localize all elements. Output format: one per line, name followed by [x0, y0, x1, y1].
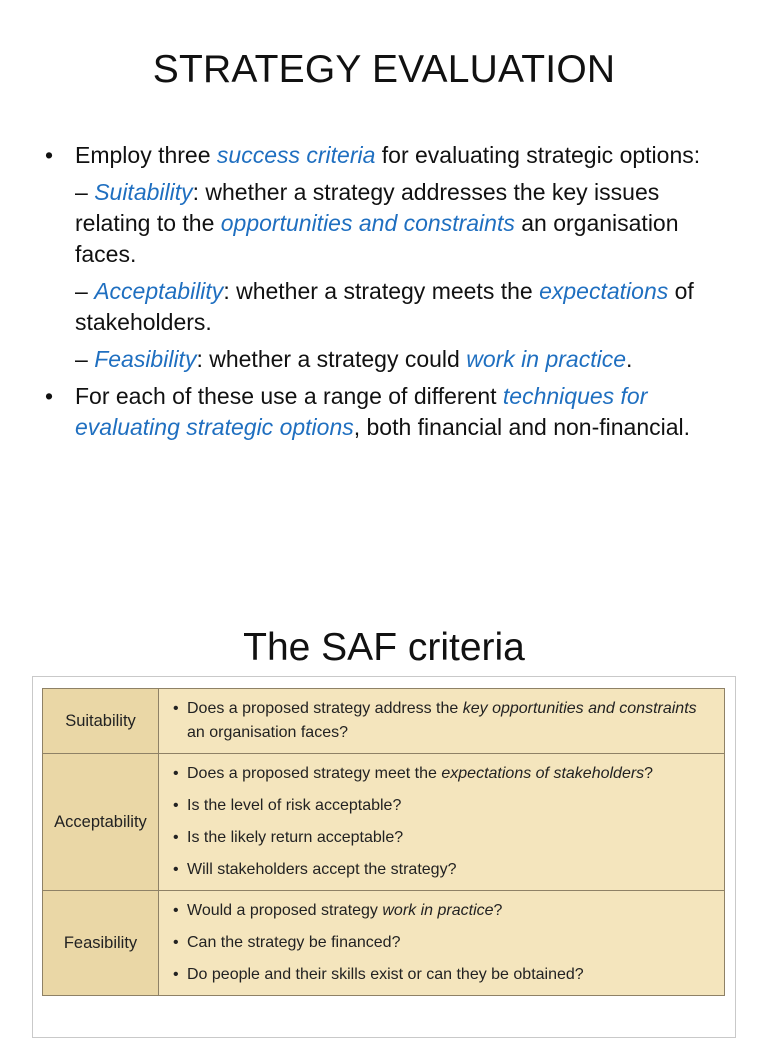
criterion-questions [159, 689, 725, 754]
sub-bullet-feasibility [45, 344, 735, 375]
question-emphasis: expectations of stakeholders [441, 765, 645, 782]
sub-bullet-text: an organisation faces. [75, 210, 679, 267]
criterion-questions [159, 754, 725, 891]
question-text: an organisation faces? [187, 724, 348, 741]
bullet-techniques [45, 381, 735, 443]
criterion-question [173, 858, 714, 882]
sub-bullet-acceptability [45, 276, 735, 338]
dash: – [75, 179, 95, 205]
sub-bullet-text: : whether a strategy meets the [223, 278, 540, 304]
bullet-text: for evaluating strategic options: [375, 142, 701, 168]
question-text: Is the level of risk acceptable? [187, 797, 402, 814]
saf-table [42, 688, 725, 996]
emphasis-work-in-practice: work in practice [466, 346, 626, 372]
term-feasibility: Feasibility [94, 346, 197, 372]
saf-row-suitability [43, 689, 725, 754]
question-text: ? [493, 902, 503, 919]
criterion-question [173, 899, 714, 923]
slide-title: STRATEGY EVALUATION [152, 48, 616, 91]
bullet-success-criteria [45, 140, 735, 171]
bullet-list [45, 140, 735, 443]
saf-row-feasibility [43, 891, 725, 996]
saf-title: The SAF criteria [243, 626, 525, 669]
criterion-question [173, 697, 714, 745]
criterion-question [173, 762, 714, 786]
question-text: ? [644, 765, 654, 782]
sub-bullet-suitability [45, 177, 735, 270]
criterion-question [173, 826, 714, 850]
term-suitability: Suitability [94, 179, 193, 205]
criterion-label: Feasibility [43, 891, 159, 996]
dash: – [75, 346, 95, 372]
bullet-text: For each of these use a range of different [75, 383, 503, 409]
dash: – [75, 278, 95, 304]
question-text: Would a proposed strategy [187, 902, 383, 919]
term-acceptability: Acceptability [94, 278, 224, 304]
question-text: Is the likely return acceptable? [187, 829, 404, 846]
criterion-question [173, 931, 714, 955]
criterion-question [173, 963, 714, 987]
sub-bullet-text: of stakeholders. [75, 278, 694, 335]
criterion-label: Acceptability [43, 754, 159, 891]
question-text: Can the strategy be financed? [187, 934, 401, 951]
emphasis-success-criteria: success criteria [216, 142, 376, 168]
emphasis-opportunities: opportunities and constraints [220, 210, 515, 236]
saf-row-acceptability [43, 754, 725, 891]
emphasis-expectations: expectations [539, 278, 669, 304]
emphasis-techniques: techniques for evaluating strategic options [75, 383, 648, 440]
sub-bullet-text: . [626, 346, 633, 372]
question-emphasis: key opportunities and constraints [462, 700, 697, 717]
question-text: Will stakeholders accept the strategy? [187, 861, 457, 878]
criterion-question [173, 794, 714, 818]
question-text: Do people and their skills exist or can they be obtained? [187, 966, 584, 983]
criterion-questions [159, 891, 725, 996]
bullet-text: Employ three [75, 142, 217, 168]
question-text: Does a proposed strategy meet the [187, 765, 442, 782]
sub-bullet-text: : whether a strategy could [196, 346, 467, 372]
question-emphasis: work in practice [382, 902, 494, 919]
sub-bullet-text: : whether a strategy addresses the key issues relating to the [75, 179, 660, 236]
bullet-text: , both financial and non-financial. [353, 414, 691, 440]
criterion-label: Suitability [43, 689, 159, 754]
question-text: Does a proposed strategy address the [187, 700, 463, 717]
